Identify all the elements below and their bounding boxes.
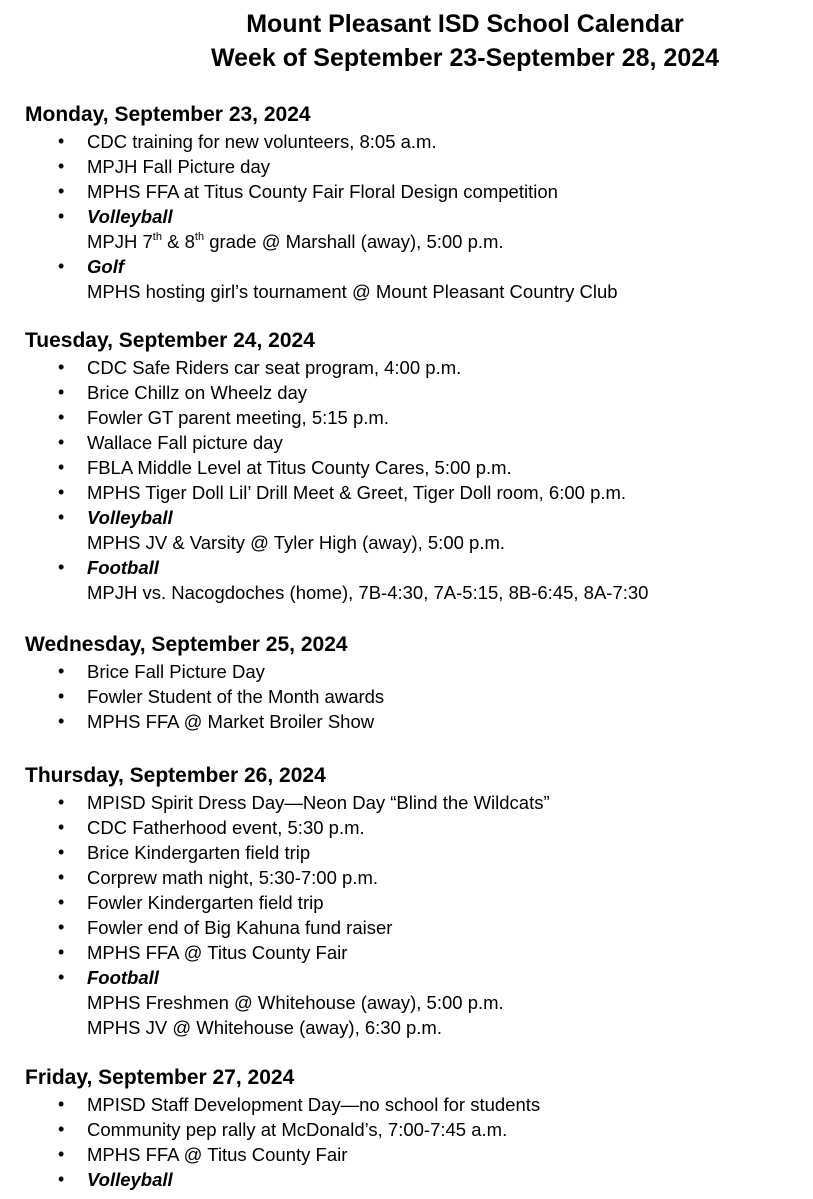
list-item: • Fowler Student of the Month awards <box>58 684 384 709</box>
list-item: • MPHS Tiger Doll Lil’ Drill Meet & Greet, Tiger Doll room, 6:00 p.m. <box>58 480 648 505</box>
day-heading-friday: Friday, September 27, 2024 <box>25 1066 295 1089</box>
list-item: • MPHS FFA @ Titus County Fair <box>58 940 550 965</box>
wednesday-event-list <box>58 659 384 734</box>
event-detail: MPHS JV & Varsity @ Tyler High (away), 5:00 p.m. <box>87 532 506 553</box>
list-item: • Brice Chillz on Wheelz day <box>58 380 648 405</box>
day-heading-monday: Monday, September 23, 2024 <box>25 103 311 126</box>
category-label: • Football <box>87 557 159 578</box>
tuesday-event-list <box>58 355 648 605</box>
list-item-football <box>58 965 550 1040</box>
day-heading-thursday: Thursday, September 26, 2024 <box>25 764 326 787</box>
list-item: • CDC training for new volunteers, 8:05 a.m. <box>58 129 618 154</box>
list-item: • CDC Safe Riders car seat program, 4:00 p.m. <box>58 355 648 380</box>
list-item: • MPHS FFA @ Market Broiler Show <box>58 709 384 734</box>
list-item: • MPHS FFA at Titus County Fair Floral Design competition <box>58 179 618 204</box>
category-label: • Volleyball <box>87 507 173 528</box>
category-label: • Volleyball <box>87 206 173 227</box>
monday-event-list <box>58 129 618 304</box>
category-label: • Golf <box>87 256 124 277</box>
category-label: • Volleyball <box>87 1169 173 1190</box>
list-item: • Corprew math night, 5:30-7:00 p.m. <box>58 865 550 890</box>
calendar-week-subtitle: Week of September 23-September 28, 2024 <box>210 44 720 72</box>
event-detail: MPHS Freshmen @ Whitehouse (away), 5:00 p.m. <box>87 992 504 1013</box>
thursday-event-list <box>58 790 550 1040</box>
list-item-football <box>58 555 648 605</box>
list-item-volleyball <box>58 1167 540 1192</box>
list-item: • Fowler end of Big Kahuna fund raiser <box>58 915 550 940</box>
list-item-volleyball <box>58 505 648 555</box>
event-detail: MPJH vs. Nacogdoches (home), 7B-4:30, 7A-5:15, 8B-6:45, 8A-7:30 <box>87 582 649 603</box>
list-item: • FBLA Middle Level at Titus County Cares, 5:00 p.m. <box>58 455 648 480</box>
event-detail: MPJH 7th & 8th grade @ Marshall (away), 5:00 p.m. <box>87 230 504 252</box>
friday-event-list <box>58 1092 540 1192</box>
list-item: • Fowler GT parent meeting, 5:15 p.m. <box>58 405 648 430</box>
list-item: • MPISD Staff Development Day—no school for students <box>58 1092 540 1117</box>
list-item: • MPHS FFA @ Titus County Fair <box>58 1142 540 1167</box>
event-detail: MPHS hosting girl’s tournament @ Mount Pleasant Country Club <box>87 281 618 302</box>
calendar-title: Mount Pleasant ISD School Calendar <box>246 10 684 38</box>
day-heading-wednesday: Wednesday, September 25, 2024 <box>25 633 348 656</box>
list-item-volleyball <box>58 204 618 254</box>
event-detail: MPHS JV @ Whitehouse (away), 6:30 p.m. <box>87 1017 442 1038</box>
category-label: • Football <box>87 967 159 988</box>
list-item: • Brice Fall Picture Day <box>58 659 384 684</box>
list-item: • CDC Fatherhood event, 5:30 p.m. <box>58 815 550 840</box>
list-item: • Community pep rally at McDonald’s, 7:00-7:45 a.m. <box>58 1117 540 1142</box>
list-item: • Fowler Kindergarten field trip <box>58 890 550 915</box>
list-item: • Wallace Fall picture day <box>58 430 648 455</box>
list-item: • Brice Kindergarten field trip <box>58 840 550 865</box>
list-item-golf <box>58 254 618 304</box>
list-item: • MPISD Spirit Dress Day—Neon Day “Blind the Wildcats” <box>58 790 550 815</box>
day-heading-tuesday: Tuesday, September 24, 2024 <box>25 329 315 352</box>
list-item: • MPJH Fall Picture day <box>58 154 618 179</box>
